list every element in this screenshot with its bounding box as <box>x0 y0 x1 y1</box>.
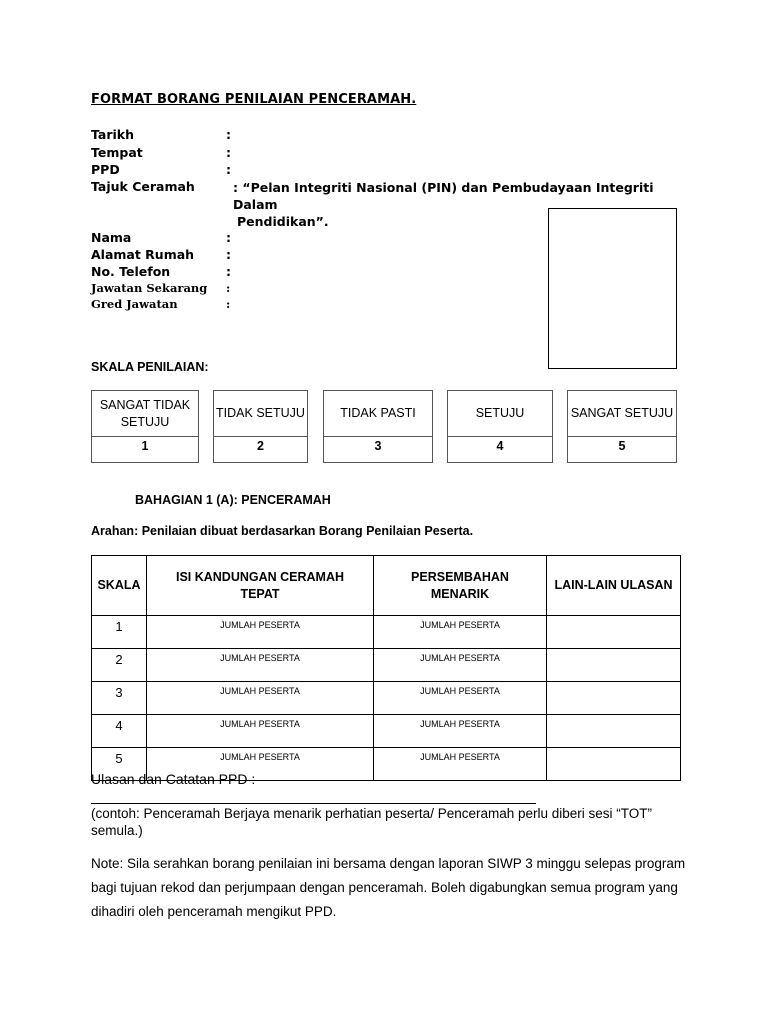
cell-skala: 2 <box>92 649 147 682</box>
scale-box-1 <box>91 390 199 463</box>
cell-persembahan: JUMLAH PESERTA <box>374 715 547 748</box>
table-header-row <box>92 556 681 616</box>
table-row <box>92 682 681 715</box>
scale-label: TIDAK SETUJU <box>214 391 307 437</box>
note-text: Note: Sila serahkan borang penilaian ini bersama dengan laporan SIWP 3 minggu selepas program bagi tujuan rekod dan perjumpaan dengan penceramah. Boleh digabungkan semua program yang dihadiri oleh penceramah mengikut PPD. <box>91 856 686 919</box>
cell-isi: JUMLAH PESERTA <box>147 748 374 781</box>
cell-lain[interactable] <box>547 649 681 682</box>
cell-skala: 1 <box>92 616 147 649</box>
colon-gred: : <box>226 297 231 311</box>
page-title: FORMAT BORANG PENILAIAN PENCERAMAH. <box>91 92 417 107</box>
tajuk-value-line1: : “Pelan Integriti Nasional (PIN) dan Pembudayaan Integriti Dalam <box>233 180 654 212</box>
scale-value: 1 <box>141 439 149 453</box>
table-row <box>92 649 681 682</box>
scale-value: 4 <box>496 439 504 453</box>
scale-box-3 <box>323 390 433 463</box>
cell-lain[interactable] <box>547 682 681 715</box>
cell-skala: 4 <box>92 715 147 748</box>
label-tajuk-ceramah: Tajuk Ceramah <box>91 179 195 194</box>
cell-lain[interactable] <box>547 748 681 781</box>
header-isi-kandungan: ISI KANDUNGAN CERAMAH TEPAT <box>147 556 374 616</box>
tajuk-value-line2: Pendidikan”. <box>237 214 329 229</box>
scale-box-2 <box>213 390 308 463</box>
scale-value: 2 <box>257 439 264 453</box>
scale-label: SANGAT TIDAK SETUJU <box>92 391 198 437</box>
cell-persembahan: JUMLAH PESERTA <box>374 616 547 649</box>
colon-jawatan: : <box>226 281 231 295</box>
cell-isi: JUMLAH PESERTA <box>147 649 374 682</box>
section-heading: BAHAGIAN 1 (A): PENCERAMAH <box>135 493 331 507</box>
cell-lain[interactable] <box>547 616 681 649</box>
label-jawatan-sekarang: Jawatan Sekarang <box>91 281 208 295</box>
scale-box-5 <box>567 390 677 463</box>
scale-label: TIDAK PASTI <box>324 391 432 437</box>
label-no-telefon: No. Telefon <box>91 264 171 279</box>
label-tempat: Tempat <box>91 145 143 160</box>
table-row <box>92 616 681 649</box>
colon-tempat: : <box>226 145 231 160</box>
scale-value: 5 <box>618 439 626 453</box>
label-tarikh: Tarikh <box>91 127 135 142</box>
colon-ppd: : <box>226 162 231 177</box>
cell-skala: 5 <box>92 748 147 781</box>
ulasan-underline <box>91 803 536 804</box>
ulasan-label: Ulasan dan Catatan PPD : <box>91 771 256 787</box>
colon-tarikh: : <box>226 127 231 142</box>
table-row <box>92 715 681 748</box>
label-gred-jawatan: Gred Jawatan <box>91 297 178 311</box>
cell-isi: JUMLAH PESERTA <box>147 682 374 715</box>
cell-isi: JUMLAH PESERTA <box>147 616 374 649</box>
scale-title: SKALA PENILAIAN: <box>91 360 209 374</box>
header-persembahan: PERSEMBAHAN MENARIK <box>374 556 547 616</box>
header-skala: SKALA <box>92 556 147 616</box>
label-nama: Nama <box>91 230 132 245</box>
ulasan-example: (contoh: Penceramah Berjaya menarik perhatian peserta/ Penceramah perlu diberi sesi “TOT” semula.) <box>91 806 653 838</box>
cell-lain[interactable] <box>547 715 681 748</box>
scale-label: SETUJU <box>448 391 552 437</box>
cell-isi: JUMLAH PESERTA <box>147 715 374 748</box>
cell-persembahan: JUMLAH PESERTA <box>374 649 547 682</box>
scale-label: SANGAT SETUJU <box>568 391 676 437</box>
evaluation-table <box>91 555 681 781</box>
scale-value: 3 <box>374 439 382 453</box>
colon-telefon: : <box>226 264 231 279</box>
cell-persembahan: JUMLAH PESERTA <box>374 682 547 715</box>
label-ppd: PPD <box>91 162 120 177</box>
label-alamat-rumah: Alamat Rumah <box>91 247 195 262</box>
section-instruction: Arahan: Penilaian dibuat berdasarkan Borang Penilaian Peserta. <box>91 524 474 538</box>
colon-alamat: : <box>226 247 231 262</box>
cell-skala: 3 <box>92 682 147 715</box>
cell-persembahan: JUMLAH PESERTA <box>374 748 547 781</box>
header-lain-lain: LAIN-LAIN ULASAN <box>547 556 681 616</box>
scale-box-4 <box>447 390 553 463</box>
photo-box <box>548 208 677 369</box>
colon-nama: : <box>226 230 231 245</box>
